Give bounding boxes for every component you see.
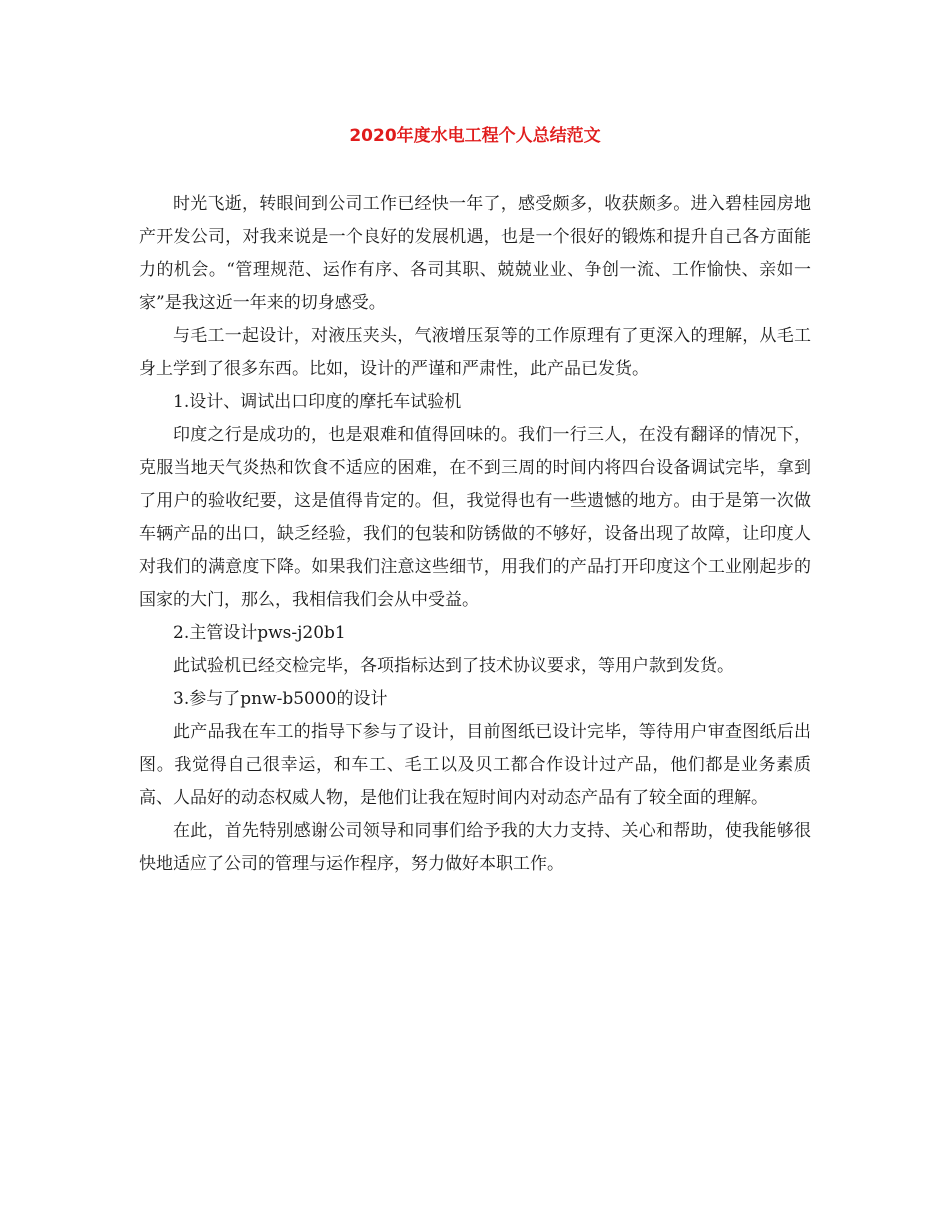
paragraph-thanks: 在此，首先特别感谢公司领导和同事们给予我的大力支持、关心和帮助，使我能够很快地适应了公司的管理与运作程序，努力做好本职工作。	[139, 821, 811, 874]
section-heading-3: 3.参与了pnw-b5000的设计	[173, 689, 388, 709]
paragraph-design-with-mao: 与毛工一起设计，对液压夹头，气液增压泵等的工作原理有了更深入的理解，从毛工身上学到了很多东西。比如，设计的严谨和严肃性，此产品已发货。	[139, 326, 811, 379]
document-title: 2020年度水电工程个人总结范文	[349, 126, 601, 146]
paragraph-pnw-b5000: 此产品我在车工的指导下参与了设计，目前图纸已设计完毕，等待用户审查图纸后出图。我觉得自己很幸运，和车工、毛工以及贝工都合作设计过产品，他们都是业务素质高、人品好的动态权威人物，是他们让我在短时间内对动态产品有了较全面的理解。	[139, 722, 811, 808]
paragraph-intro: 时光飞逝，转眼间到公司工作已经快一年了，感受颇多，收获颇多。进入碧桂园房地产开发公司，对我来说是一个良好的发展机遇，也是一个很好的锻炼和提升自己各方面能力的机会。“管理规范、运作有序、各司其职、兢兢业业、争创一流、工作愉快、亲如一家”是我这近一年来的切身感受。	[139, 194, 811, 313]
section-heading-2: 2.主管设计pws-j20b1	[173, 623, 346, 643]
paragraph-india-trip: 印度之行是成功的，也是艰难和值得回味的。我们一行三人，在没有翻译的情况下，克服当地天气炎热和饮食不适应的困难，在不到三周的时间内将四台设备调试完毕，拿到了用户的验收纪要，这是值得肯定的。但，我觉得也有一些遗憾的地方。由于是第一次做车辆产品的出口，缺乏经验，我们的包装和防锈做的不够好，设备出现了故障，让印度人对我们的满意度下降。如果我们注意这些细节，用我们的产品打开印度这个工业刚起步的国家的大门，那么，我相信我们会从中受益。	[139, 425, 811, 610]
document-body	[139, 188, 811, 881]
section-heading-1: 1.设计、调试出口印度的摩托车试验机	[173, 392, 462, 412]
paragraph-pws-j20b1: 此试验机已经交检完毕，各项指标达到了技术协议要求，等用户款到发货。	[173, 656, 734, 676]
